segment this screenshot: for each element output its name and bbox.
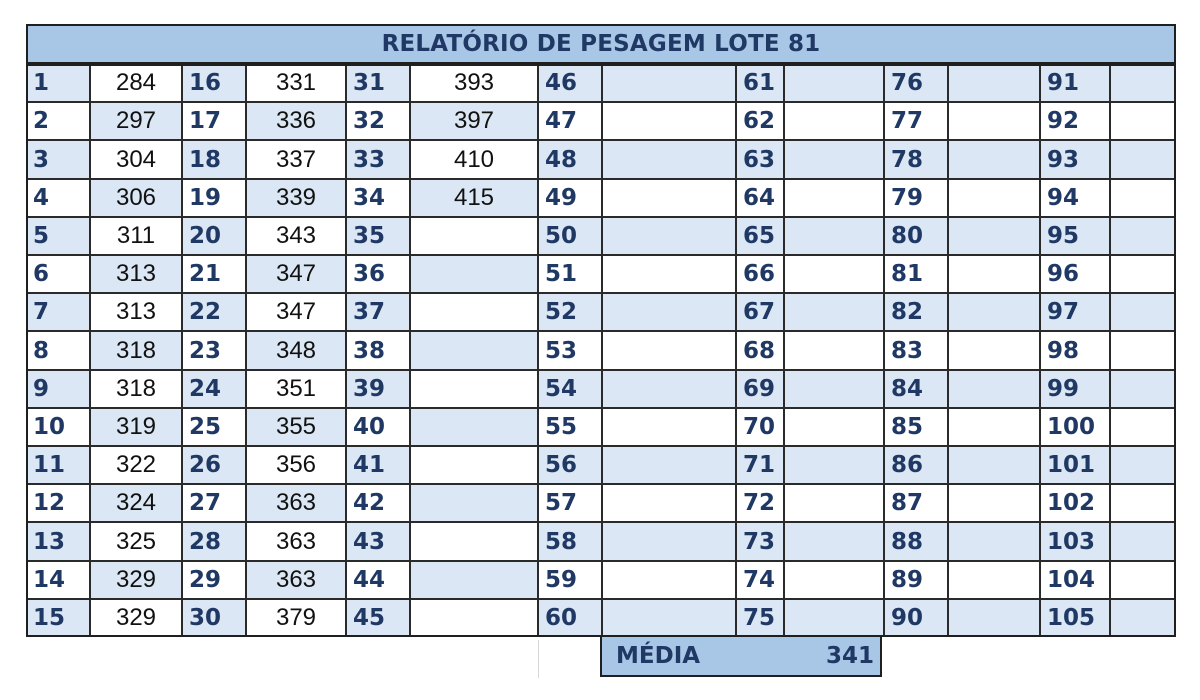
animal-number: 65 [736, 217, 784, 255]
animal-number: 101 [1040, 446, 1110, 484]
weight-value [948, 561, 1040, 599]
animal-number: 50 [538, 217, 602, 255]
weight-value: 325 [90, 522, 182, 561]
animal-number: 66 [736, 255, 784, 293]
animal-number: 105 [1040, 599, 1110, 637]
weight-value: 363 [246, 561, 346, 599]
average-box [600, 637, 882, 677]
weight-value: 363 [246, 484, 346, 522]
weight-value [602, 561, 736, 599]
animal-number: 95 [1040, 217, 1110, 255]
weight-value [784, 179, 884, 217]
animal-number: 52 [538, 293, 602, 331]
weight-value: 363 [246, 522, 346, 561]
animal-number: 19 [182, 179, 246, 217]
weight-value: 415 [410, 179, 538, 217]
animal-number: 48 [538, 140, 602, 179]
weight-value: 351 [246, 370, 346, 408]
animal-number: 24 [182, 370, 246, 408]
animal-number: 83 [884, 331, 948, 370]
weight-value: 329 [90, 561, 182, 599]
animal-number: 9 [26, 370, 90, 408]
animal-number: 79 [884, 179, 948, 217]
weight-value [784, 102, 884, 140]
weight-value: 393 [410, 64, 538, 102]
animal-number: 7 [26, 293, 90, 331]
weight-value: 331 [246, 64, 346, 102]
weight-value [602, 293, 736, 331]
weight-value [410, 446, 538, 484]
weight-value [1110, 217, 1176, 255]
weight-value [948, 102, 1040, 140]
animal-number: 84 [884, 370, 948, 408]
weight-value: 347 [246, 293, 346, 331]
animal-number: 98 [1040, 331, 1110, 370]
weight-value [410, 293, 538, 331]
animal-number: 63 [736, 140, 784, 179]
weight-value [948, 484, 1040, 522]
weight-value [784, 370, 884, 408]
animal-number: 2 [26, 102, 90, 140]
weight-value [410, 217, 538, 255]
weight-value [1110, 331, 1176, 370]
weight-value [602, 522, 736, 561]
weight-value [602, 255, 736, 293]
animal-number: 89 [884, 561, 948, 599]
animal-number: 51 [538, 255, 602, 293]
weight-value [948, 370, 1040, 408]
weight-value [602, 140, 736, 179]
weight-value: 319 [90, 408, 182, 446]
average-label: MÉDIA [616, 643, 701, 669]
animal-number: 26 [182, 446, 246, 484]
animal-number: 29 [182, 561, 246, 599]
animal-number: 37 [346, 293, 410, 331]
animal-number: 27 [182, 484, 246, 522]
weight-value [784, 331, 884, 370]
animal-number: 20 [182, 217, 246, 255]
animal-number: 12 [26, 484, 90, 522]
weight-value [948, 179, 1040, 217]
weight-value [410, 599, 538, 637]
animal-number: 96 [1040, 255, 1110, 293]
animal-number: 30 [182, 599, 246, 637]
animal-number: 88 [884, 522, 948, 561]
animal-number: 31 [346, 64, 410, 102]
animal-number: 36 [346, 255, 410, 293]
weight-value [948, 64, 1040, 102]
animal-number: 97 [1040, 293, 1110, 331]
animal-number: 78 [884, 140, 948, 179]
weight-value [784, 217, 884, 255]
weight-value [948, 217, 1040, 255]
weight-value [948, 522, 1040, 561]
animal-number: 77 [884, 102, 948, 140]
animal-number: 72 [736, 484, 784, 522]
weight-value [1110, 408, 1176, 446]
weight-value: 306 [90, 179, 182, 217]
animal-number: 1 [26, 64, 90, 102]
weight-value [602, 599, 736, 637]
animal-number: 90 [884, 599, 948, 637]
weight-value: 329 [90, 599, 182, 637]
weight-value: 324 [90, 484, 182, 522]
weight-value: 322 [90, 446, 182, 484]
weight-value [948, 255, 1040, 293]
animal-number: 70 [736, 408, 784, 446]
animal-number: 17 [182, 102, 246, 140]
weight-value [784, 140, 884, 179]
weight-value [948, 599, 1040, 637]
animal-number: 40 [346, 408, 410, 446]
animal-number: 73 [736, 522, 784, 561]
weight-value: 304 [90, 140, 182, 179]
animal-number: 102 [1040, 484, 1110, 522]
animal-number: 94 [1040, 179, 1110, 217]
animal-number: 22 [182, 293, 246, 331]
animal-number: 59 [538, 561, 602, 599]
animal-number: 61 [736, 64, 784, 102]
animal-number: 68 [736, 331, 784, 370]
weight-value [784, 522, 884, 561]
animal-number: 100 [1040, 408, 1110, 446]
animal-number: 23 [182, 331, 246, 370]
animal-number: 87 [884, 484, 948, 522]
weight-value: 336 [246, 102, 346, 140]
weight-value: 337 [246, 140, 346, 179]
weight-value [948, 446, 1040, 484]
animal-number: 41 [346, 446, 410, 484]
weight-value: 297 [90, 102, 182, 140]
animal-number: 18 [182, 140, 246, 179]
animal-number: 74 [736, 561, 784, 599]
animal-number: 82 [884, 293, 948, 331]
weight-value [1110, 484, 1176, 522]
weight-value: 348 [246, 331, 346, 370]
weight-value [1110, 102, 1176, 140]
weight-value [602, 446, 736, 484]
animal-number: 67 [736, 293, 784, 331]
weight-value [784, 484, 884, 522]
animal-number: 28 [182, 522, 246, 561]
weight-value [602, 64, 736, 102]
weight-value: 343 [246, 217, 346, 255]
weight-value [602, 408, 736, 446]
animal-number: 58 [538, 522, 602, 561]
weight-value [602, 217, 736, 255]
weight-value [784, 255, 884, 293]
weight-value [1110, 522, 1176, 561]
animal-number: 76 [884, 64, 948, 102]
animal-number: 10 [26, 408, 90, 446]
weight-value [602, 370, 736, 408]
animal-number: 5 [26, 217, 90, 255]
animal-number: 11 [26, 446, 90, 484]
weight-value [948, 331, 1040, 370]
animal-number: 47 [538, 102, 602, 140]
weight-value [1110, 370, 1176, 408]
animal-number: 8 [26, 331, 90, 370]
animal-number: 13 [26, 522, 90, 561]
weight-value [1110, 255, 1176, 293]
animal-number: 57 [538, 484, 602, 522]
animal-number: 55 [538, 408, 602, 446]
weight-value [948, 408, 1040, 446]
weight-value [602, 179, 736, 217]
animal-number: 46 [538, 64, 602, 102]
animal-number: 15 [26, 599, 90, 637]
weight-value [784, 561, 884, 599]
animal-number: 38 [346, 331, 410, 370]
weight-value [784, 293, 884, 331]
weight-value [410, 331, 538, 370]
weight-value [784, 64, 884, 102]
animal-number: 16 [182, 64, 246, 102]
weight-value: 410 [410, 140, 538, 179]
weight-value [602, 102, 736, 140]
weight-value [410, 408, 538, 446]
weight-value: 318 [90, 331, 182, 370]
animal-number: 32 [346, 102, 410, 140]
animal-number: 91 [1040, 64, 1110, 102]
weight-value [602, 331, 736, 370]
weight-value [948, 140, 1040, 179]
animal-number: 104 [1040, 561, 1110, 599]
weight-value: 284 [90, 64, 182, 102]
weight-value [1110, 64, 1176, 102]
animal-number: 69 [736, 370, 784, 408]
animal-number: 43 [346, 522, 410, 561]
animal-number: 75 [736, 599, 784, 637]
weight-value [1110, 561, 1176, 599]
weight-value [1110, 140, 1176, 179]
weight-value [784, 446, 884, 484]
animal-number: 21 [182, 255, 246, 293]
weight-value: 311 [90, 217, 182, 255]
animal-number: 80 [884, 217, 948, 255]
report-title: RELATÓRIO DE PESAGEM LOTE 81 [26, 24, 1176, 64]
animal-number: 92 [1040, 102, 1110, 140]
animal-number: 60 [538, 599, 602, 637]
animal-number: 34 [346, 179, 410, 217]
weight-value [1110, 293, 1176, 331]
animal-number: 56 [538, 446, 602, 484]
weight-value [784, 599, 884, 637]
weight-value [602, 484, 736, 522]
weight-value: 356 [246, 446, 346, 484]
weight-value: 379 [246, 599, 346, 637]
animal-number: 42 [346, 484, 410, 522]
animal-number: 45 [346, 599, 410, 637]
weight-value: 355 [246, 408, 346, 446]
weight-value [1110, 599, 1176, 637]
weight-value [948, 293, 1040, 331]
animal-number: 33 [346, 140, 410, 179]
weight-value [410, 370, 538, 408]
weight-value [410, 522, 538, 561]
animal-number: 49 [538, 179, 602, 217]
animal-number: 14 [26, 561, 90, 599]
weight-value: 318 [90, 370, 182, 408]
weight-value [410, 561, 538, 599]
animal-number: 4 [26, 179, 90, 217]
weight-value: 313 [90, 255, 182, 293]
weight-value: 313 [90, 293, 182, 331]
animal-number: 35 [346, 217, 410, 255]
animal-number: 85 [884, 408, 948, 446]
animal-number: 71 [736, 446, 784, 484]
animal-number: 81 [884, 255, 948, 293]
animal-number: 6 [26, 255, 90, 293]
weight-value [410, 255, 538, 293]
animal-number: 54 [538, 370, 602, 408]
animal-number: 86 [884, 446, 948, 484]
animal-number: 93 [1040, 140, 1110, 179]
animal-number: 99 [1040, 370, 1110, 408]
animal-number: 53 [538, 331, 602, 370]
animal-number: 64 [736, 179, 784, 217]
weight-value [1110, 179, 1176, 217]
animal-number: 25 [182, 408, 246, 446]
weight-value: 339 [246, 179, 346, 217]
animal-number: 103 [1040, 522, 1110, 561]
weight-value [784, 408, 884, 446]
animal-number: 3 [26, 140, 90, 179]
average-value: 341 [825, 643, 874, 669]
animal-number: 39 [346, 370, 410, 408]
weight-value: 397 [410, 102, 538, 140]
animal-number: 62 [736, 102, 784, 140]
weight-value [410, 484, 538, 522]
divider-line [538, 640, 539, 678]
weight-value: 347 [246, 255, 346, 293]
weight-value [1110, 446, 1176, 484]
animal-number: 44 [346, 561, 410, 599]
